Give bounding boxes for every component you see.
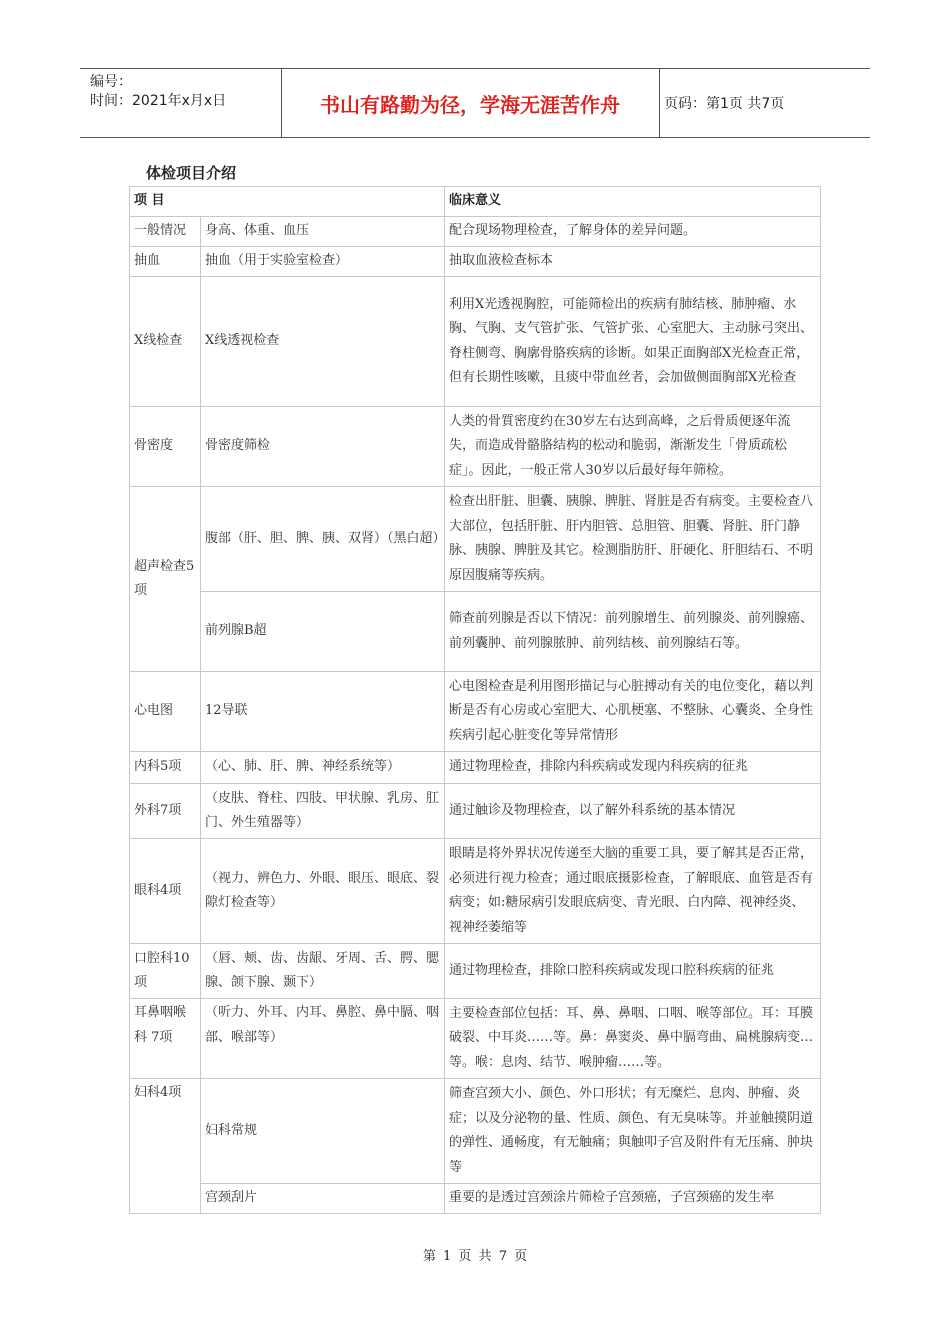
row-category: 耳鼻咽喉科 7项 [130, 999, 201, 1079]
row-meaning: 筛查前列腺是否以下情况：前列腺增生、前列腺炎、前列腺癌、前列囊肿、前列腺脓肿、前列结核、前列腺结石等。 [445, 592, 821, 672]
header-item: 项 目 [130, 187, 445, 217]
row-item: 前列腺B超 [201, 592, 445, 672]
table-row [130, 784, 821, 839]
row-item: 12导联 [201, 672, 445, 752]
row-meaning: 利用X光透视胸腔，可能筛检出的疾病有肺结核、肺肿瘤、水胸、气胸、支气管扩张、气管扩张、心室肥大、主动脉弓突出、脊柱侧弯、胸廓骨胳疾病的诊断。如果正面胸部X光检查正常，但有长期性咳嗽，且痰中带血丝者，会加做侧面胸部X光检查 [445, 277, 821, 407]
page-header [80, 68, 870, 138]
row-meaning: 抽取血液检查标本 [445, 247, 821, 277]
table-row [130, 672, 821, 752]
table-row [130, 1079, 821, 1184]
header-meaning: 临床意义 [445, 187, 821, 217]
table-row [130, 944, 821, 999]
row-meaning: 筛查宫颈大小、颜色、外口形状；有无糜烂、息肉、肿瘤、炎症；以及分泌物的量、性质、颜色、有无臭味等。并並触摸阴道的弹性、通畅度，有无触痛；與触叩子宫及附件有无压痛、肿块等 [445, 1079, 821, 1184]
row-item: 腹部（肝、胆、脾、胰、双肾）（黑白超） [201, 487, 445, 592]
table-row [130, 277, 821, 407]
row-meaning: 眼睛是将外界状况传递至大脑的重要工具，要了解其是否正常，必须进行视力检查；通过眼底摄影检查，了解眼底、血管是否有病变；如:糖尿病引发眼底病变、青光眼、白内障、视神经炎、视神经萎缩等 [445, 839, 821, 944]
row-category: 外科7项 [130, 784, 201, 839]
row-item: （心、肺、肝、脾、神经系统等） [201, 752, 445, 784]
row-category: 内科5项 [130, 752, 201, 784]
table-row [130, 217, 821, 247]
row-meaning: 检查出肝脏、胆囊、胰腺、脾脏、肾脏是否有病变。主要检查八大部位，包括肝脏、肝内胆管、总胆管、胆囊、肾脏、肝门静脉、胰腺、脾脏及其它。检测脂肪肝、肝硬化、肝胆结石、不明原因腹痛等疾病。 [445, 487, 821, 592]
row-meaning: 配合现场物理检查，了解身体的差异问题。 [445, 217, 821, 247]
header-divider [659, 69, 660, 137]
row-meaning: 人类的骨質密度约在30岁左右达到高峰，之后骨质便逐年流失，而造成骨骼胳结构的松动和脆弱，渐渐发生「骨质疏松症」。因此，一般正常人30岁以后最好每年筛检。 [445, 407, 821, 487]
header-page-info: 页码：第1页 共7页 [664, 96, 785, 112]
row-item: （视力、辨色力、外眼、眼压、眼底、裂隙灯检查等） [201, 839, 445, 944]
row-meaning: 通过物理检查，排除口腔科疾病或发现口腔科疾病的征兆 [445, 944, 821, 999]
row-item: X线透视检查 [201, 277, 445, 407]
table-row [130, 247, 821, 277]
header-motto: 书山有路勤为径，学海无涯苦作舟 [320, 92, 620, 117]
row-category: 超声检查5项 [130, 487, 201, 672]
table-row [130, 752, 821, 784]
table-row [130, 407, 821, 487]
table-row [130, 487, 821, 592]
row-meaning: 通过物理检查，排除内科疾病或发现内科疾病的征兆 [445, 752, 821, 784]
table-header-row [130, 187, 821, 217]
row-category: 抽血 [130, 247, 201, 277]
row-category: 骨密度 [130, 407, 201, 487]
row-item: （听力、外耳、内耳、鼻腔、鼻中膈、咽部、喉部等） [201, 999, 445, 1079]
document-title: 体检项目介绍 [146, 164, 237, 182]
row-meaning: 主要检查部位包括：耳、鼻、鼻咽、口咽、喉等部位。耳：耳膜破裂、中耳炎……等。鼻：鼻窦炎、鼻中膈弯曲、扁桃腺病变…等。喉：息肉、结节、喉肿瘤……等。 [445, 999, 821, 1079]
row-category: 眼科4项 [130, 839, 201, 944]
row-item: （唇、颊、齿、齿龈、牙周、舌、腭、腮腺、颌下腺、颞下） [201, 944, 445, 999]
row-item: 妇科常规 [201, 1079, 445, 1184]
row-category: 口腔科10项 [130, 944, 201, 999]
page-footer: 第 1 页 共 7 页 [422, 1249, 528, 1264]
row-item: （皮肤、脊柱、四肢、甲状腺、乳房、肛门、外生殖器等） [201, 784, 445, 839]
row-category: X线检查 [130, 277, 201, 407]
row-item: 身高、体重、血压 [201, 217, 445, 247]
table-row [130, 592, 821, 672]
row-category: 心电图 [130, 672, 201, 752]
row-item: 骨密度筛检 [201, 407, 445, 487]
row-category: 妇科4项 [130, 1079, 201, 1214]
code-label: 编号： [90, 74, 132, 90]
row-category: 一般情况 [130, 217, 201, 247]
date-label: 时间：2021年x月x日 [90, 93, 227, 109]
table-row [130, 1184, 821, 1214]
header-meta [90, 73, 226, 111]
row-meaning: 通过触诊及物理检查，以了解外科系统的基本情况 [445, 784, 821, 839]
row-meaning: 重要的是透过宫颈涂片筛检子宫颈癌，子宫颈癌的发生率 [445, 1184, 821, 1214]
table-row [130, 999, 821, 1079]
exam-table [129, 186, 821, 1214]
row-item: 宫颈刮片 [201, 1184, 445, 1214]
row-meaning: 心电图检查是利用图形描记与心脏搏动有关的电位变化，藉以判断是否有心房或心室肥大、心肌梗塞、不整脉、心囊炎、全身性疾病引起心脏变化等异常情形 [445, 672, 821, 752]
row-item: 抽血（用于实验室检查） [201, 247, 445, 277]
table-row [130, 839, 821, 944]
